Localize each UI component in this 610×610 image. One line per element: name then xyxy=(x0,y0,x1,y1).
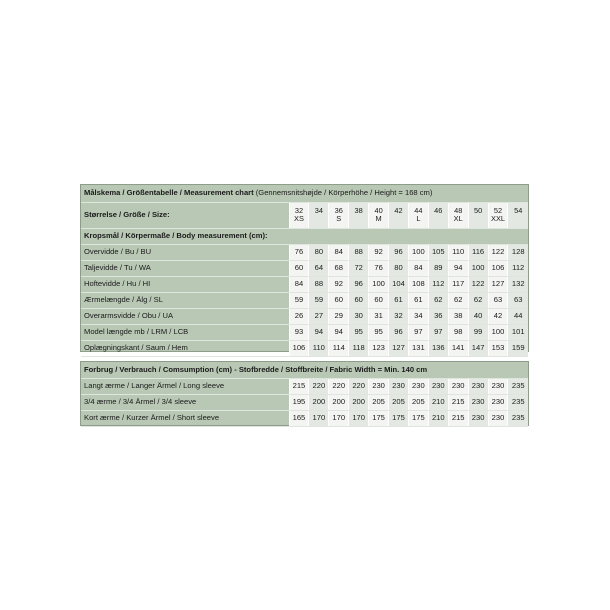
size-number: 54 xyxy=(514,205,523,215)
value-cell: 230 xyxy=(488,410,508,426)
value-cell: 108 xyxy=(408,276,428,292)
value-cell: 131 xyxy=(408,340,428,356)
measurement-title-bold: Målskema / Größentabelle / Measurement chart xyxy=(84,188,254,198)
size-number: 36 xyxy=(334,205,343,215)
measurement-row xyxy=(81,292,528,308)
value-cell: 122 xyxy=(468,276,488,292)
value-cell: 101 xyxy=(508,324,528,340)
value-cell: 30 xyxy=(349,308,369,324)
value-cell: 96 xyxy=(389,244,409,260)
value-cell: 220 xyxy=(309,378,329,394)
size-label: Størrelse / Größe / Size: xyxy=(81,202,289,228)
value-cell: 127 xyxy=(488,276,508,292)
value-cell: 104 xyxy=(389,276,409,292)
value-cell: 230 xyxy=(488,378,508,394)
value-cell: 26 xyxy=(289,308,309,324)
measurement-row xyxy=(81,244,528,260)
size-letter: S xyxy=(336,214,342,223)
size-letter xyxy=(309,215,328,223)
size-header-cell xyxy=(508,202,528,228)
value-cell: 230 xyxy=(468,378,488,394)
value-cell: 44 xyxy=(508,308,528,324)
size-letter: XXL xyxy=(491,214,505,223)
fabric-consumption-panel xyxy=(80,361,529,426)
size-number: 50 xyxy=(473,205,483,215)
value-cell: 110 xyxy=(448,244,468,260)
row-label: Oplægningskant / Saum / Hem xyxy=(81,340,289,356)
size-number: 46 xyxy=(434,205,443,215)
fabric-table xyxy=(81,362,528,427)
value-cell: 100 xyxy=(408,244,428,260)
value-cell: 170 xyxy=(309,410,329,426)
value-cell: 100 xyxy=(369,276,389,292)
value-cell: 110 xyxy=(309,340,329,356)
measurement-table xyxy=(81,185,528,357)
fabric-row xyxy=(81,410,528,426)
row-label: Ærmelængde / Älg / SL xyxy=(81,292,289,308)
value-cell: 60 xyxy=(289,260,309,276)
measurement-row xyxy=(81,324,528,340)
value-cell: 235 xyxy=(508,394,528,410)
value-cell: 230 xyxy=(488,394,508,410)
value-cell: 170 xyxy=(349,410,369,426)
value-cell: 235 xyxy=(508,378,528,394)
size-letter xyxy=(429,215,448,223)
row-label: Kort ærme / Kurzer Ärmel / Short sleeve xyxy=(81,410,289,426)
measurement-row xyxy=(81,276,528,292)
value-cell: 215 xyxy=(289,378,309,394)
value-cell: 93 xyxy=(289,324,309,340)
value-cell: 27 xyxy=(309,308,329,324)
value-cell: 76 xyxy=(369,260,389,276)
value-cell: 68 xyxy=(329,260,349,276)
value-cell: 100 xyxy=(468,260,488,276)
value-cell: 235 xyxy=(508,410,528,426)
value-cell: 175 xyxy=(369,410,389,426)
size-letter: L xyxy=(416,214,421,223)
value-cell: 136 xyxy=(428,340,448,356)
value-cell: 97 xyxy=(408,324,428,340)
value-cell: 116 xyxy=(468,244,488,260)
value-cell: 31 xyxy=(369,308,389,324)
value-cell: 92 xyxy=(369,244,389,260)
value-cell: 200 xyxy=(329,394,349,410)
value-cell: 61 xyxy=(389,292,409,308)
size-letter xyxy=(389,215,408,223)
value-cell: 62 xyxy=(428,292,448,308)
value-cell: 220 xyxy=(349,378,369,394)
value-cell: 112 xyxy=(428,276,448,292)
row-label: Model længde mb / LRM / LCB xyxy=(81,324,289,340)
fabric-row xyxy=(81,378,528,394)
value-cell: 230 xyxy=(468,394,488,410)
value-cell: 123 xyxy=(369,340,389,356)
value-cell: 230 xyxy=(468,410,488,426)
size-header-cell xyxy=(428,202,448,228)
value-cell: 165 xyxy=(289,410,309,426)
value-cell: 95 xyxy=(349,324,369,340)
value-cell: 215 xyxy=(448,410,468,426)
size-header-cell xyxy=(349,202,369,228)
row-label: Taljevidde / Tu / WA xyxy=(81,260,289,276)
value-cell: 114 xyxy=(329,340,349,356)
row-label: Overvidde / Bu / BU xyxy=(81,244,289,260)
value-cell: 106 xyxy=(488,260,508,276)
value-cell: 95 xyxy=(369,324,389,340)
row-label: Hoftevidde / Hu / HI xyxy=(81,276,289,292)
value-cell: 159 xyxy=(508,340,528,356)
size-letter xyxy=(469,215,488,223)
value-cell: 100 xyxy=(488,324,508,340)
value-cell: 153 xyxy=(488,340,508,356)
size-letter: M xyxy=(375,214,382,223)
body-measurement-section-label: Kropsmål / Körpermaße / Body measurement (cm): xyxy=(81,228,528,244)
value-cell: 215 xyxy=(448,394,468,410)
value-cell: 141 xyxy=(448,340,468,356)
value-cell: 38 xyxy=(448,308,468,324)
value-cell: 61 xyxy=(408,292,428,308)
value-cell: 117 xyxy=(448,276,468,292)
value-cell: 40 xyxy=(468,308,488,324)
value-cell: 64 xyxy=(309,260,329,276)
size-number: 40 xyxy=(374,205,383,215)
size-number: 34 xyxy=(314,205,323,215)
measurement-row xyxy=(81,308,528,324)
value-cell: 210 xyxy=(428,394,448,410)
value-cell: 127 xyxy=(389,340,409,356)
value-cell: 230 xyxy=(408,378,428,394)
size-letter: XS xyxy=(294,214,304,223)
size-header-cell xyxy=(468,202,488,228)
value-cell: 92 xyxy=(329,276,349,292)
value-cell: 230 xyxy=(448,378,468,394)
size-letter: XL xyxy=(453,214,463,223)
value-cell: 63 xyxy=(508,292,528,308)
size-header-cell xyxy=(289,202,309,228)
value-cell: 62 xyxy=(468,292,488,308)
size-number: 42 xyxy=(394,205,403,215)
value-cell: 205 xyxy=(389,394,409,410)
value-cell: 230 xyxy=(389,378,409,394)
value-cell: 205 xyxy=(408,394,428,410)
value-cell: 220 xyxy=(329,378,349,394)
value-cell: 88 xyxy=(309,276,329,292)
row-label: Overarmsvidde / Obu / UA xyxy=(81,308,289,324)
value-cell: 72 xyxy=(349,260,369,276)
measurement-row xyxy=(81,260,528,276)
value-cell: 60 xyxy=(329,292,349,308)
value-cell: 80 xyxy=(389,260,409,276)
value-cell: 128 xyxy=(508,244,528,260)
value-cell: 147 xyxy=(468,340,488,356)
value-cell: 122 xyxy=(488,244,508,260)
size-number: 44 xyxy=(414,205,423,215)
row-label: Langt ærme / Langer Ärmel / Long sleeve xyxy=(81,378,289,394)
size-number: 48 xyxy=(454,205,463,215)
value-cell: 175 xyxy=(389,410,409,426)
value-cell: 89 xyxy=(428,260,448,276)
value-cell: 84 xyxy=(289,276,309,292)
fabric-row xyxy=(81,394,528,410)
value-cell: 94 xyxy=(329,324,349,340)
value-cell: 94 xyxy=(448,260,468,276)
size-letter xyxy=(508,215,528,223)
value-cell: 59 xyxy=(289,292,309,308)
value-cell: 29 xyxy=(329,308,349,324)
value-cell: 63 xyxy=(488,292,508,308)
size-header-cell xyxy=(329,202,349,228)
size-header-cell xyxy=(448,202,468,228)
measurement-title-height: (Gennemsnitshøjde / Körperhöhe / Height = 168 cm) xyxy=(253,188,433,198)
size-header-cell xyxy=(309,202,329,228)
value-cell: 88 xyxy=(349,244,369,260)
size-header-cell xyxy=(408,202,428,228)
value-cell: 195 xyxy=(289,394,309,410)
value-cell: 205 xyxy=(369,394,389,410)
measurement-chart-panel xyxy=(80,184,529,352)
size-number: 52 xyxy=(493,205,503,215)
value-cell: 59 xyxy=(309,292,329,308)
size-header-cell xyxy=(369,202,389,228)
value-cell: 175 xyxy=(408,410,428,426)
value-cell: 118 xyxy=(349,340,369,356)
size-number: 38 xyxy=(354,205,363,215)
value-cell: 94 xyxy=(309,324,329,340)
size-letter xyxy=(349,215,368,223)
value-cell: 230 xyxy=(428,378,448,394)
value-cell: 105 xyxy=(428,244,448,260)
value-cell: 84 xyxy=(329,244,349,260)
row-label: 3/4 ærme / 3/4 Ärmel / 3/4 sleeve xyxy=(81,394,289,410)
value-cell: 96 xyxy=(389,324,409,340)
value-cell: 80 xyxy=(309,244,329,260)
value-cell: 96 xyxy=(349,276,369,292)
measurement-chart-title xyxy=(81,185,528,202)
value-cell: 230 xyxy=(369,378,389,394)
value-cell: 60 xyxy=(369,292,389,308)
value-cell: 99 xyxy=(468,324,488,340)
size-number: 32 xyxy=(294,205,304,215)
value-cell: 97 xyxy=(428,324,448,340)
value-cell: 200 xyxy=(349,394,369,410)
measurement-row xyxy=(81,340,528,356)
value-cell: 34 xyxy=(408,308,428,324)
value-cell: 170 xyxy=(329,410,349,426)
value-cell: 200 xyxy=(309,394,329,410)
value-cell: 60 xyxy=(349,292,369,308)
value-cell: 132 xyxy=(508,276,528,292)
fabric-consumption-title: Forbrug / Verbrauch / Comsumption (cm) - Stofbredde / Stoffbreite / Fabric Width = Min. 140 cm xyxy=(81,362,528,378)
value-cell: 210 xyxy=(428,410,448,426)
value-cell: 98 xyxy=(448,324,468,340)
size-header-cell xyxy=(488,202,508,228)
value-cell: 62 xyxy=(448,292,468,308)
value-cell: 32 xyxy=(389,308,409,324)
value-cell: 84 xyxy=(408,260,428,276)
value-cell: 36 xyxy=(428,308,448,324)
value-cell: 106 xyxy=(289,340,309,356)
value-cell: 42 xyxy=(488,308,508,324)
value-cell: 112 xyxy=(508,260,528,276)
size-header-cell xyxy=(389,202,409,228)
value-cell: 76 xyxy=(289,244,309,260)
